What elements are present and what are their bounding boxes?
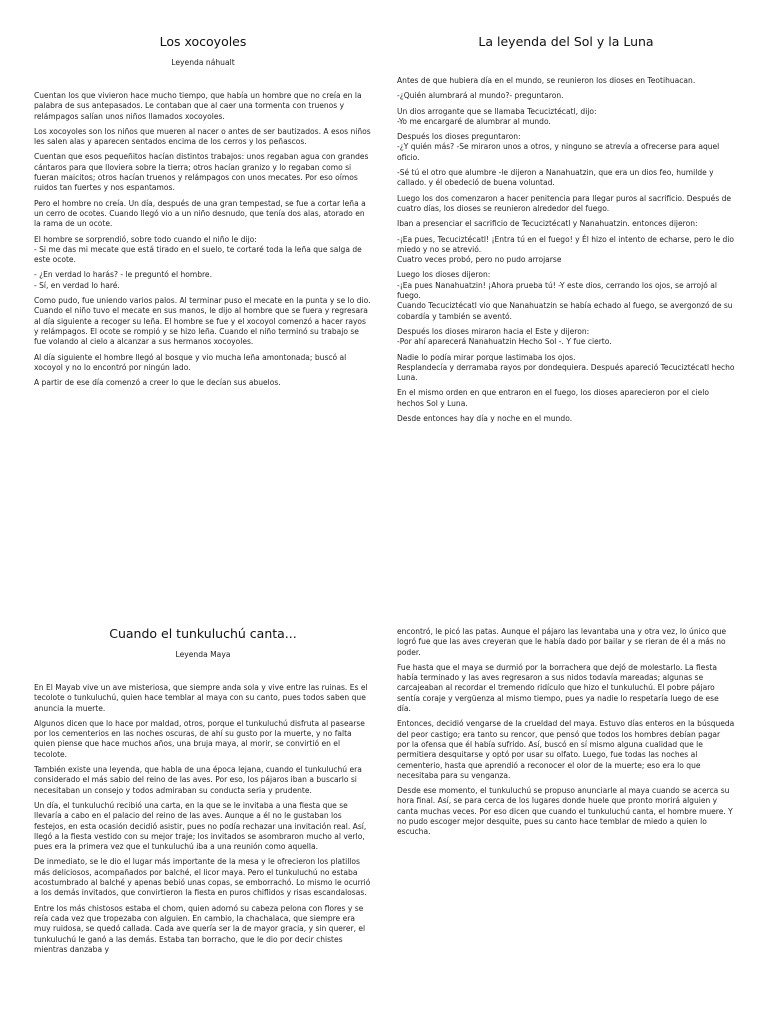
column-los-xocoyoles	[34, 34, 372, 393]
paragraph: -¿Quién alumbrará al mundo?- preguntaron.	[397, 91, 564, 101]
paragraph: Los xocoyoles son los niños que mueren al nacer o antes de ser bautizados. A esos niños les salen alas y aparecen sentados encima de los cerros y los peñascos.	[34, 126, 371, 147]
column-tunkuluchu	[34, 626, 372, 960]
story-body	[34, 683, 372, 955]
story-title: La leyenda del Sol y la Luna	[478, 34, 654, 49]
story-title: Cuando el tunkuluchú canta...	[109, 626, 297, 641]
paragraph: Después los dioses preguntaron: -¿Y quién más? -Se miraron unos a otros, y ninguno se atrevía a ofrecerse para aquel oficio.	[397, 132, 720, 162]
column-sol-y-luna	[397, 34, 735, 429]
paragraph: En el mismo orden en que entraron en el fuego, los dioses aparecieron por el cielo hechos Sol y Luna.	[397, 388, 709, 408]
story-subtitle: Leyenda náhualt	[171, 58, 235, 67]
paragraph: A partir de ese día comenzó a creer lo que le decían sus abuelos.	[34, 378, 281, 388]
paragraph: Antes de que hubiera día en el mundo, se reunieron los dioses en Teotihuacan.	[397, 76, 696, 85]
paragraph: Fue hasta que el maya se durmió por la borrachera que dejó de molestarlo. La fiesta había terminado y las aves regresaron a sus nidos todavía mareadas; algunas se carcajeaban al recordar el tremendo ridículo que hizo el tunkuluchú. El pobre pájaro sentía coraje y vergüenza al mismo tiempo, pues ya nadie lo respetaría luego de ese día.	[397, 662, 719, 714]
paragraph: Desde entonces hay día y noche en el mundo.	[397, 414, 573, 424]
paragraph: Pero el hombre no creía. Un día, después de una gran tempestad, se fue a cortar leña a un cerro de ocotes. Cuando llegó vio a un niño desnudo, que tenía dos alas, atorado en la rama de un ocote.	[34, 198, 366, 229]
paragraph: Después los dioses miraron hacia el Este y dijeron: -Por ahí aparecerá Nanahuatzin Hecho Sol -. Y fue cierto.	[397, 326, 612, 347]
paragraph: -Sé tú el otro que alumbre -le dijeron a Nanahuatzin, que era un dios feo, humilde y callado. y él obedeció de buena voluntad.	[397, 168, 714, 188]
story-subtitle: Leyenda Maya	[175, 650, 231, 659]
paragraph: Como pudo, fue uniendo varios palos. Al terminar puso el mecate en la punta y se lo dio. Cuando el niño tuvo el mecate en sus manos, le dijo al hombre que se fuera y regresara al día siguiente a recoger su leña. El hombre se fue y el xocoyol comenzó a hacer rayos y relámpagos. El ocote se rompió y se hizo leña. Cuando el niño terminó su trabajo se fue volando al cielo a alcanzar a sus hermanos xocoyoles.	[34, 296, 371, 347]
story-body	[397, 76, 735, 424]
paragraph: Algunos dicen que lo hace por maldad, otros, porque el tunkuluchú disfruta al pasearse por los cementerios en las noches oscuras, de ahí su gusto por la muerte, y no falta quien piense que hace muchos años, una bruja maya, al morir, se convirtió en el tecolote.	[34, 718, 365, 759]
paragraph: Cuentan los que vivieron hace mucho tiempo, que había un hombre que no creía en la palabra de sus antepasados. Le contaban que al caer una tormenta con truenos y relámpagos salían unos niños llamados xocoyoles.	[34, 91, 362, 121]
paragraph: Entre los más chistosos estaba el chom, quien adornó su cabeza pelona con flores y se reía cada vez que tropezaba con alguien. En cambio, la chachalaca, que siempre era muy ruidosa, se quedó callada. Cada ave quería ser la de mayor gracia, y sin querer, el tunkuluchú le ganó a las demás. Estaba tan borracho, que le dio por decir chistes mientras danzaba y	[34, 903, 366, 954]
paragraph: Luego los dioses dijeron: -¡Ea pues Nanahuatzin! ¡Ahora prueba tú! -Y este dios, cerrando los ojos, se arrojó al fuego. Cuando Tecuciztécatl vio que Nanahuatzin se había echado al fuego, se avergonzó de su cobardía y también se aventó.	[397, 270, 733, 321]
story-body	[34, 91, 372, 388]
paragraph: Cuentan que esos pequeñitos hacían distintos trabajos: unos regaban agua con grandes cántaros para que lloviera sobre la tierra; otros hacían granizo y lo regaban como si fueran maicitos; otros hacían truenos y relámpagos con unos mecates. Por eso oímos ruidos tan fuertes y nos espantamos.	[34, 152, 369, 193]
story-body	[397, 627, 735, 838]
paragraph: El hombre se sorprendió, sobre todo cuando el niño le dijo: - Si me das mi mecate que está tirado en el suelo, te cortaré toda la leña que salga de este ocote.	[34, 234, 362, 265]
paragraph: En El Mayab vive un ave misteriosa, que siempre anda sola y vive entre las ruinas. Es el tecolote o tunkuluchú, quien hace temblar al maya con su canto, pues todos saben que anuncia la muerte.	[34, 683, 368, 713]
page-two	[0, 560, 768, 1024]
paragraph: También existe una leyenda, que habla de una época lejana, cuando el tunkuluchú era considerado el más sabio del reino de las aves. Por eso, los pájaros iban a buscarlo si necesitaban un consejo y todos admiraban su conducta seria y prudente.	[34, 765, 362, 795]
paragraph: encontró, le picó las patas. Aunque el pájaro las levantaba una y otra vez, lo único que logró fue que las aves creyeran que le había dado por bailar y se rieran de él a más no poder.	[397, 627, 727, 657]
paragraph: Un dios arrogante que se llamaba Tecuciztécatl, dijo: -Yo me encargaré de alumbrar al mundo.	[397, 106, 597, 126]
paragraph: Al día siguiente el hombre llegó al bosque y vio mucha leña amontonada; buscó al xocoyol y no lo encontró por ningún lado.	[34, 352, 347, 372]
paragraph: Nadie lo podía mirar porque lastimaba los ojos. Resplandecía y derramaba rayos por dondequiera. Después apareció Tecuciztécatl hecho Luna.	[397, 352, 735, 383]
paragraph: -¡Ea pues, Tecuciztécatl! ¡Entra tú en el fuego! y Él hizo el intento de echarse, pero le dio miedo y no se atrevió. Cuatro veces probó, pero no pudo arrojarse	[397, 234, 735, 265]
story-title: Los xocoyoles	[159, 34, 247, 49]
paragraph: Iban a presenciar el sacrificio de Tecuciztécatl y Nanahuatzin. entonces dijeron:	[397, 219, 698, 229]
paragraph: - ¿En verdad lo harás? - le preguntó el hombre. - Sí, en verdad lo haré.	[34, 270, 212, 290]
paragraph: Luego los dos comenzaron a hacer penitencia para llegar puros al sacrificio. Después de cuatro días, los dioses se reunieron alrededor del fuego.	[397, 193, 732, 213]
paragraph: De inmediato, se le dio el lugar más importante de la mesa y le ofrecieron los platillos más deliciosos, acompañados por balché, el licor maya. Pero el tunkuluchú no estaba acostumbrado al balché y apenas bebió unas copas, se emborrachó. Lo mismo le ocurrió a los demás invitados, que convirtieron la fiesta en puros chiflidos y risas escandalosas.	[34, 857, 371, 898]
column-tunkuluchu-continued	[397, 627, 735, 843]
paragraph: Desde ese momento, el tunkuluchú se propuso anunciarle al maya cuando se acerca su hora final. Así, se para cerca de los lugares donde huele que pronto morirá alguien y canta muchas veces. Por eso dicen que cuando el tunkuluchú canta, el hombre muere. Y no pudo escoger mejor desquite, pues su canto hace temblar de miedo a quien lo escucha.	[397, 786, 733, 837]
paragraph: Un día, el tunkuluchú recibió una carta, en la que se le invitaba a una fiesta que se llevaría a cabo en el palacio del reino de las aves. Aunque a él no le gustaban los festejos, en esta ocasión decidió asistir, pues no podía rechazar una invitación real. Así, llegó a la fiesta vestido con su mejor traje; los invitados se asombraron mucho al verlo, pues era la primera vez que el tunkuluchú iba a una reunión como aquella.	[34, 800, 367, 852]
paragraph: Entonces, decidió vengarse de la crueldad del maya. Estuvo días enteros en la búsqueda del peor castigo; era tanto su rencor, que pensó que todos los hombres debían pagar por la ofensa que él había sufrido. Así, buscó en sí mismo alguna cualidad que le permitiera desquitarse y optó por usar su olfato. Luego, fue todas las noches al cementerio, hasta que aprendió a reconocer el olor de la muerte; eso era lo que necesitaba para su venganza.	[397, 719, 735, 780]
